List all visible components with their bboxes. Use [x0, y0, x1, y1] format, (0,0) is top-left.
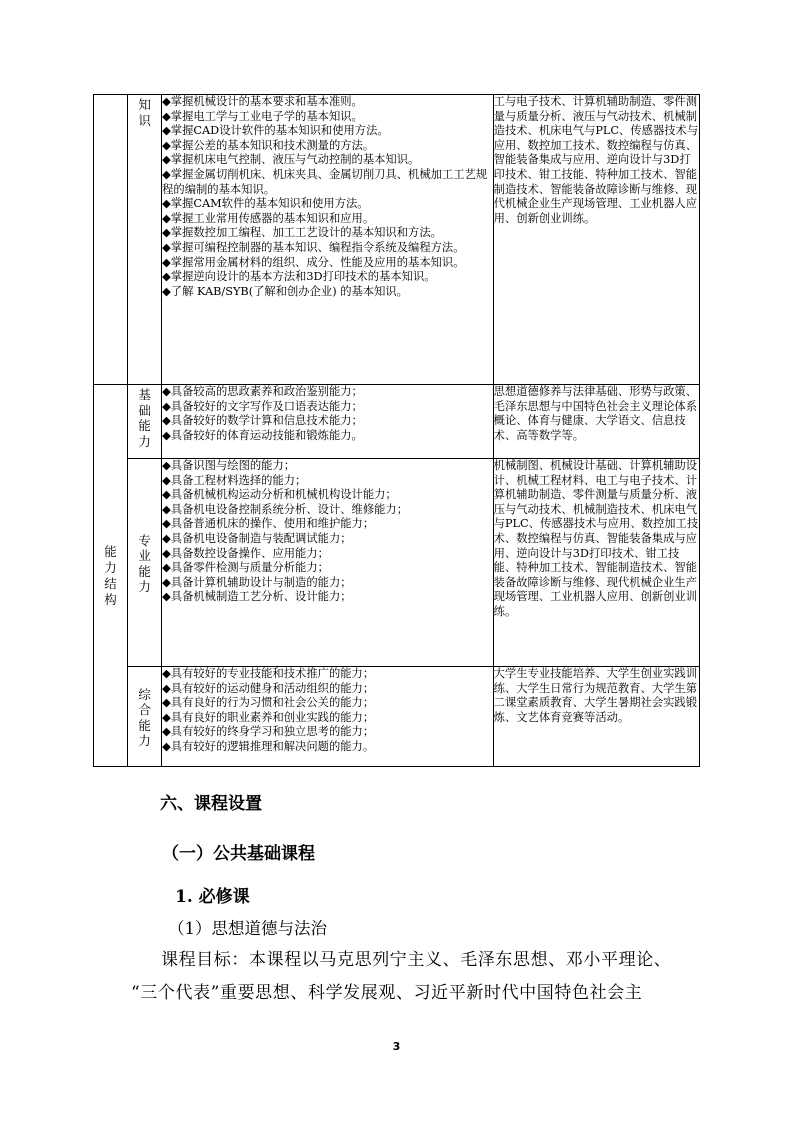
- list-item: ◆掌握工业常用传感器的基本知识和应用。: [162, 211, 375, 225]
- list-item: ◆具备机电设备控制系统分析、设计、维修能力；: [162, 502, 409, 516]
- list-item: ◆掌握机床电气控制、液压与气动控制的基本知识。: [162, 153, 420, 167]
- list-item: ◆具有较好的运动健身和活动组织的能力；: [162, 681, 375, 695]
- label-char: 结: [104, 575, 117, 591]
- label-char: 力: [138, 733, 151, 748]
- basic-ability-items: [162, 385, 494, 459]
- list-item: ◆具备识图与绘图的能力；: [162, 459, 296, 472]
- list-item: ◆具有较好的终身学习和独立思考的能力；: [162, 725, 375, 739]
- label-char: 基: [138, 387, 151, 402]
- paragraph-line: “三个代表”重要思想、科学发展观、习近平新时代中国特色社会主: [131, 983, 643, 1003]
- ability-structure-label: [94, 385, 128, 767]
- basic-ability-label: [128, 385, 162, 459]
- curriculum-table: [93, 94, 700, 767]
- page-number: 3: [392, 1040, 401, 1053]
- label-char: 能: [138, 717, 151, 733]
- list-item: ◆具备数控设备操作、应用能力；: [162, 546, 329, 560]
- list-item: ◆掌握逆向设计的基本方法和3D打印技术的基本知识。: [162, 270, 436, 284]
- knowledge-row: [94, 95, 700, 385]
- list-item: ◆掌握机械设计的基本要求和基本准则。: [162, 95, 363, 108]
- list-item: ◆具备机械机构运动分析和机械机构设计能力；: [162, 488, 397, 502]
- professional-ability-items: [162, 459, 494, 667]
- list-item: ◆具备较好的体育运动技能和锻炼能力。: [162, 428, 363, 442]
- professional-ability-courses: 机械制图、机械设计基础、计算机辅助设计、机械工程材料、电工与电子技术、计算机辅助制造、零件测量与质量分析、液压与气动技术、机械制造技术、机床电气与PLC、传感器技术与应用、数控加工技术、数控编程与仿真、智能装备集成与应用、逆向设计与3D打印技术、钳工技能、特种加工技术、智能制造技术、智能装备故障诊断与维修、现代机械企业生产现场管理、工业机器人应用、创新创业训练。: [493, 459, 699, 667]
- basic-ability-row: [94, 385, 700, 459]
- label-char: 综: [138, 686, 151, 702]
- knowledge-label: [128, 95, 162, 385]
- label-char: 力: [138, 579, 151, 594]
- label-char: 识: [138, 112, 151, 128]
- list-item: ◆掌握CAD设计软件的基本知识和使用方法。: [162, 124, 389, 138]
- list-item: ◆具备零件检测与质量分析能力；: [162, 561, 329, 575]
- course-title: （1）思想道德与法治: [168, 919, 327, 938]
- list-item: ◆具有良好的行为习惯和社会公关的能力；: [162, 696, 375, 710]
- label-char: 构: [104, 591, 117, 607]
- list-item: ◆掌握常用金属材料的组织、成分、性能及应用的基本知识。: [162, 255, 465, 269]
- list-item: ◆具备机械制造工艺分析、设计能力；: [162, 590, 352, 604]
- label-char: 力: [138, 433, 151, 449]
- basic-ability-courses: 思想道德修养与法律基础、形势与政策、毛泽东思想与中国特色社会主义理论体系概论、体育与健康、大学语文、信息技术、高等数学等。: [493, 385, 699, 459]
- label-char: 能: [138, 418, 151, 433]
- label-char: 础: [138, 402, 151, 418]
- list-item: ◆具备较好的文字写作及口语表达能力；: [162, 399, 363, 413]
- paragraph-line: 课程目标：本课程以马克思列宁主义、毛泽东思想、邓小平理论、: [161, 950, 672, 970]
- label-char: 力: [104, 559, 117, 575]
- list-item: ◆掌握数控加工编程、加工工艺设计的基本知识和方法。: [162, 226, 442, 240]
- list-item: ◆掌握可编程控制器的基本知识、编程指令系统及编程方法。: [162, 240, 465, 254]
- list-item: ◆具有较好的专业技能和技术推广的能力；: [162, 667, 375, 680]
- list-item: ◆具备普通机床的操作、使用和维护能力；: [162, 517, 375, 531]
- professional-ability-row: [94, 459, 700, 667]
- list-item: ◆掌握公差的基本知识和技术测量的方法。: [162, 138, 375, 152]
- label-char: 专: [138, 532, 151, 548]
- list-item: ◆具有良好的职业素养和创业实践的能力；: [162, 710, 375, 724]
- course-description: [131, 944, 676, 1010]
- comprehensive-ability-row: [94, 667, 700, 767]
- knowledge-courses: 工与电子技术、计算机辅助制造、零件测量与质量分析、液压与气动技术、机械制造技术、机床电气与PLC、传感器技术与应用、数控加工技术、数控编程与仿真、智能装备集成与应用、逆向设计与3D打印技术、钳工技能、特种加工技术、智能制造技术、智能装备故障诊断与维修、现代机械企业生产现场管理、工业机器人应用、创新创业训练。: [493, 95, 699, 385]
- list-item: ◆具备工程材料选择的能力；: [162, 473, 307, 487]
- label-char: 合: [138, 702, 151, 717]
- list-item: ◆掌握电工学与工业电子学的基本知识。: [162, 109, 363, 123]
- list-item: ◆掌握金属切削机床、机床夹具、金属切削刀具、机械加工工艺规程的编制的基本知识。: [162, 167, 488, 196]
- comprehensive-ability-items: [162, 667, 494, 767]
- label-char: 业: [138, 548, 151, 563]
- label-char: 知: [138, 97, 151, 112]
- section-heading: 六、课程设置: [160, 794, 262, 814]
- subsection-heading: （一）公共基础课程: [162, 844, 315, 864]
- list-item: ◆具备计算机辅助设计与制造的能力；: [162, 575, 352, 589]
- comprehensive-ability-courses: 大学生专业技能培养、大学生创业实践训练、大学生日常行为规范教育、大学生第二课堂素质教育、大学生暑期社会实践锻炼、文艺体育竞赛等活动。: [493, 667, 699, 767]
- label-char: 能: [104, 543, 117, 559]
- list-item: ◆了解 KAB/SYB(了解和创办企业) 的基本知识。: [162, 284, 408, 298]
- professional-ability-label: [128, 459, 162, 667]
- empty-cell: [94, 95, 128, 385]
- list-item: ◆掌握CAM软件的基本知识和使用方法。: [162, 197, 369, 211]
- category-heading: 1. 必修课: [175, 887, 250, 907]
- list-item: ◆具备机电设备制造与装配调试能力；: [162, 531, 352, 545]
- label-char: 能: [138, 563, 151, 579]
- list-item: ◆具备较好的数学计算和信息技术能力；: [162, 414, 363, 428]
- knowledge-items: [162, 95, 494, 385]
- comprehensive-ability-label: [128, 667, 162, 767]
- list-item: ◆具有较好的逻辑推理和解决问题的能力。: [162, 739, 375, 753]
- list-item: ◆具备较高的思政素养和政治鉴别能力；: [162, 385, 363, 398]
